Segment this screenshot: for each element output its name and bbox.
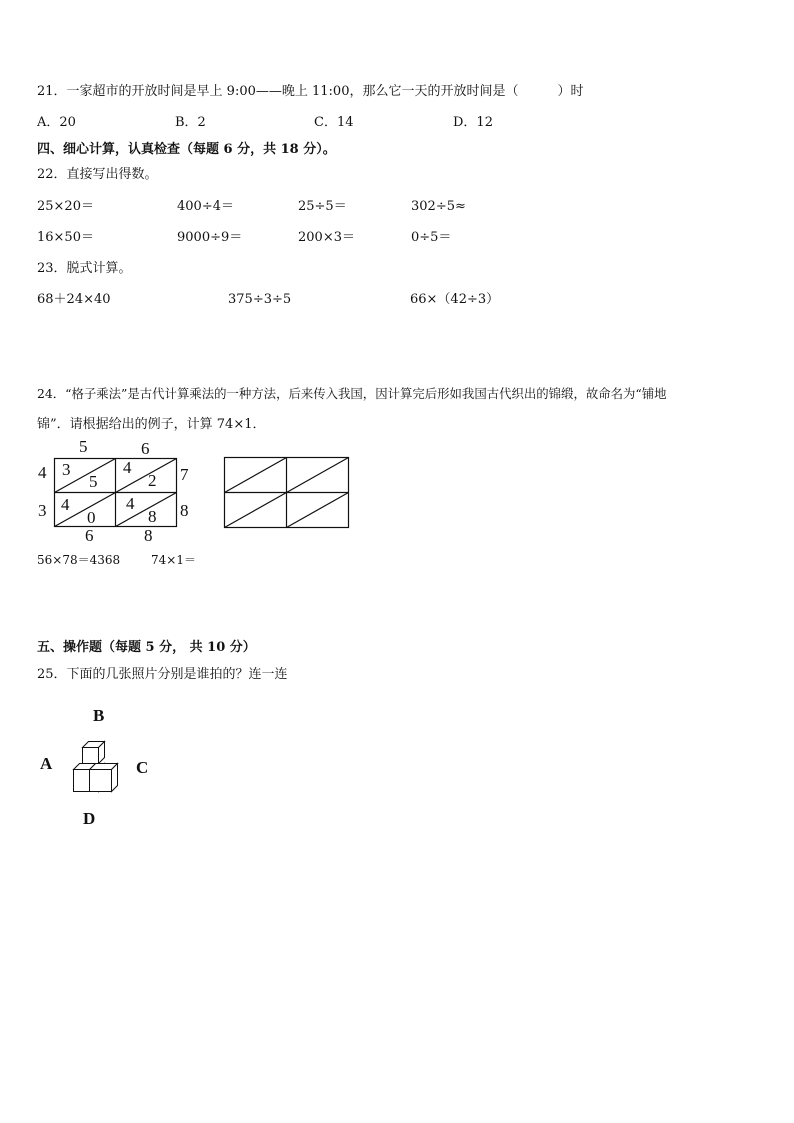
q21-option-d: D．12 <box>453 115 493 130</box>
lattice-right-digit: 8 <box>180 501 189 520</box>
lattice-left-digit: 3 <box>38 501 47 520</box>
q21-stem: 21．一家超市的开放时间是早上 9:00——晚上 11:00，那么它一天的开放时间是（ ）时 <box>37 84 584 99</box>
view-label-d: D <box>83 809 96 828</box>
lattice-example-caption: 56×78＝4368 <box>37 553 121 567</box>
view-label-a: A <box>40 754 53 773</box>
q24-stem-line1: 24．“格子乘法”是古代计算乘法的一种方法，后来传入我国，因计算完后形如我国古代织出的锦缎，故命名为“铺地 <box>37 386 667 401</box>
q24-stem-line2: 锦”．请根据给出的例子，计算 74×1． <box>37 417 266 432</box>
q23-item: 68＋24×40 <box>37 292 111 307</box>
cube-stack-figure <box>70 738 120 794</box>
q23-stem: 23．脱式计算。 <box>37 261 132 276</box>
lattice-cell-digit: 3 <box>62 460 71 479</box>
q22-item: 0÷5＝ <box>411 230 452 245</box>
q22-item: 16×50＝ <box>37 230 94 245</box>
q22-item: 200×3＝ <box>298 230 355 245</box>
q21-option-c: C．14 <box>314 115 354 130</box>
q21-option-b: B．2 <box>175 115 206 130</box>
lattice-cell-digit: 2 <box>148 471 157 490</box>
q22-item: 25×20＝ <box>37 199 94 214</box>
q22-stem: 22．直接写出得数。 <box>37 167 158 182</box>
lattice-right-digit: 7 <box>180 465 189 484</box>
view-label-c: C <box>136 758 149 777</box>
q22-item: 25÷5＝ <box>298 199 347 214</box>
lattice-cell-digit: 8 <box>148 507 157 526</box>
lattice-top-digit: 6 <box>141 439 150 458</box>
lattice-cell-digit: 0 <box>87 508 96 527</box>
lattice-cell-digit: 5 <box>89 472 98 491</box>
lattice-blank-grid <box>224 457 350 529</box>
lattice-exercise-caption: 74×1＝ <box>151 553 196 567</box>
lattice-example-grid <box>54 458 178 528</box>
lattice-left-digit: 4 <box>38 463 47 482</box>
section5-title: 五、操作题（每题 5 分， 共 10 分） <box>37 640 256 655</box>
q25-stem: 25．下面的几张照片分别是谁拍的？连一连 <box>37 667 288 682</box>
view-label-b: B <box>93 706 105 725</box>
lattice-top-digit: 5 <box>79 437 88 456</box>
q23-item: 375÷3÷5 <box>228 292 292 307</box>
lattice-bottom-digit: 6 <box>85 526 94 545</box>
lattice-cell-digit: 4 <box>123 458 132 477</box>
lattice-cell-digit: 4 <box>126 494 135 513</box>
section4-title: 四、细心计算，认真检查（每题 6 分，共 18 分）。 <box>37 142 336 157</box>
q21-option-a: A．20 <box>37 115 76 130</box>
q22-item: 400÷4＝ <box>177 199 234 214</box>
lattice-cell-digit: 4 <box>61 495 70 514</box>
q23-item: 66×（42÷3） <box>410 292 500 307</box>
q22-item: 302÷5≈ <box>411 199 466 214</box>
q22-item: 9000÷9＝ <box>177 230 243 245</box>
lattice-bottom-digit: 8 <box>144 526 153 545</box>
